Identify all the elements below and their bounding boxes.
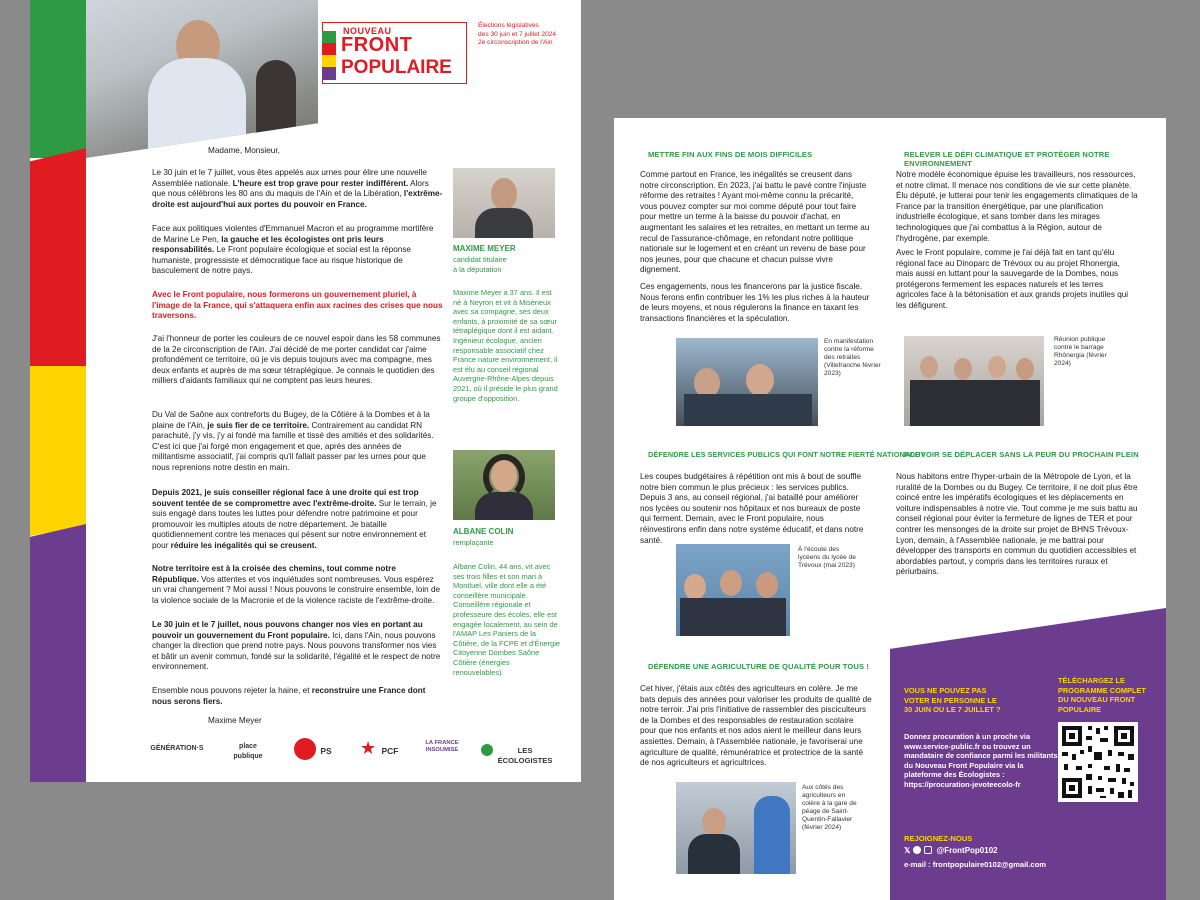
logo-ecologistes-mark: [481, 744, 493, 756]
photo-lycee: [676, 544, 790, 636]
facebook-icon[interactable]: [913, 846, 921, 854]
letter-paragraph-6: [152, 488, 444, 552]
p9-b: reconstruire une France dont nous serons fiers.: [152, 686, 426, 706]
election-line-3: 2e circonscription de l'Ain: [478, 39, 553, 46]
letter-paragraph-1: [152, 168, 444, 210]
section-text-transports: Nous habitons entre l'hyper-urbain de la Métropole de Lyon, et la ruralité de la Dombes ou du Bugey. Ce territoire, il ne doit plus être coincé entre les impératifs écologiques et les déplacements en voiture indispensables à notre vie. Tout comme je me suis battu au conseil régional pour éviter la fermeture de lignes de TER et pour contrer les mensonges de la droite sur projet de BHNS Trévoux-Lyon, demain, à l'Assemblée nationale, je me battrai pour développer des transports en commun du quotidien accessibles et abordables partout, y compris dans les territoires ruraux et périurbains.: [896, 472, 1138, 577]
instagram-icon[interactable]: [924, 846, 932, 854]
section-text-pouvoir-achat: Comme partout en France, les inégalités se creusent dans notre circonscription. En 2023, j'ai battu le pavé contre l'injuste réforme des retraites ! Ayant moi-même connu la précarité, vous pouvez compter sur moi comme député pour tout faire pour mettre un terme à la baisse du pouvoir d'achat, en augmentant les salaires et les retraites, en mettant un terme au recul de l'assurance-chômage, en refondant notre politique nationale sur le logement et en créant un revenu de base pour nos jeunes, pour que chacune et chacun puisse vivre dignement.: [640, 170, 870, 275]
color-band-yellow: [30, 366, 86, 536]
logo-ps-mark: [294, 738, 316, 760]
p8-a: Le 30 juin et le 7 juillet, nous pouvons changer nos vies en portant au pouvoir un gouvernement du Front populaire.: [152, 620, 423, 640]
p5-c: Contrairement au candidat RN parachuté, j'y vis, j'y ai fondé ma famille et tissé des amitiés et des solidarités. C'est ici que j'ai forgé mon engagement et que, après des années de militantisme associatif, j'ai compris qu'il fallait passer par les urnes pour que nous reprenions notre destin en main.: [152, 420, 434, 472]
page-recto: [30, 0, 581, 782]
caption-manifestation: En manifestation contre la réforme des retraites (Villefranche février 2023): [824, 338, 881, 377]
salutation: Madame, Monsieur,: [208, 146, 280, 155]
letter-paragraph-2: [152, 224, 444, 277]
color-band-red: [30, 148, 86, 370]
p9-a: Ensemble nous pouvons rejeter la haine, et: [152, 686, 310, 695]
x-icon[interactable]: 𝕏: [904, 846, 911, 855]
p6-c: réduire les inégalités qui se creusent.: [168, 540, 317, 550]
substitute-photo: [453, 450, 555, 520]
p1-b: L'heure est trop grave pour rester indifférent.: [230, 178, 409, 188]
substitute-bio: Albane Colin, 44 ans, vit avec ses trois filles et son mari à Montluel, ville dont elle a été conseillère municipale. Conseillère régionale et professeure des écoles, elle est engagée localement, au sein de l'AMAP Les Paniers de la Côtière, de la FCPE et d'Énergie Citoyenne Dombes Saône Côtière (énergies renouvelables).: [453, 562, 560, 677]
caption-rhonergia: Réunion publique contre le barrage Rhônergia (février 2024): [1054, 336, 1107, 367]
join-title: REJOIGNEZ-NOUS: [904, 834, 973, 843]
candidate-role-2: à la députation: [453, 265, 502, 274]
section-title-agriculture: DÉFENDRE UNE AGRICULTURE DE QUALITÉ POUR TOUS !: [648, 662, 869, 671]
p7-b: Vos attentes et vos inquiétudes sont nombreuses. Vous espérez un vrai changement ? Moi aussi ! Nous pouvons le construire ensemble, loin de la violence sociale de la Macronie et de la violence raciste de l'extrême-droite.: [152, 574, 441, 605]
contact-email[interactable]: e-mail : frontpopulaire0102@gmail.com: [904, 860, 1047, 869]
qr-code-graphic: [1058, 722, 1138, 802]
signature: Maxime Meyer: [208, 716, 262, 725]
p6-b: Sur le terrain, je suis engagé dans toutes les luttes pour défendre notre patrimoine et pour promouvoir les multiples atouts de notre département. Je bataille quotidiennement contre les menaces qui pèsent sur notre environnement et pour: [152, 498, 437, 550]
logo-generations: GÉNÉRATION·S: [150, 745, 204, 752]
logo-pcf-star: ★: [360, 738, 377, 758]
election-line-1: Élections législatives: [478, 22, 539, 29]
election-info: [478, 22, 578, 48]
letter-paragraph-7: [152, 564, 444, 606]
p5-a: Du Val de Saône aux contreforts du Bugey, de la Côtière à la Dombes et à la plaine de l'Ain,: [152, 410, 430, 430]
section-title-transports: POUVOIR SE DÉPLACER SANS LA PEUR DU PROCHAIN PLEIN: [904, 450, 1139, 459]
candidate-role-1: candidat titulaire: [453, 255, 507, 264]
logo-front: FRONT: [341, 34, 413, 56]
p2-c: Le Front populaire écologique et social est la réponse humaniste, progressiste et démocratique face au risque historique de basculement de notre pays.: [152, 245, 411, 276]
section-title-pouvoir-achat: METTRE FIN AUX FINS DE MOIS DIFFICILES: [648, 150, 813, 159]
section-text-pouvoir-achat-2: Ces engagements, nous les financerons par la justice fiscale. Nous ferons enfin contribuer les 1% les plus riches à la hauteur de leurs moyens, et nous régulerons la finance en taxant les transactions financières et la spéculation.: [640, 282, 870, 323]
logo-nouveau: NOUVEAU: [343, 26, 392, 36]
download-title: TÉLÉCHARGEZ LE PROGRAMME COMPLET DU NOUVEAU FRONT POPULAIRE: [1058, 676, 1146, 714]
candidate-name: MAXIME MEYER: [453, 244, 516, 253]
section-text-climat-2: Avec le Front populaire, comme je l'ai déjà fait en tant qu'élu régional face au Dinoparc de Trévoux ou au projet Rhonergia, mais aussi en luttant pour la sauvegarde de la Dombes, nous protégerons fermement les espaces naturels et les terres agricoles face à la bétonisation et aux grands projets inutiles qui les défigurent.: [896, 248, 1129, 310]
substitute-role: remplaçante: [453, 538, 494, 547]
p6-a: Depuis 2021, je suis conseiller régional face à une droite qui est trop souvent tentée de se compromettre avec l'extrême-droite.: [152, 488, 419, 508]
substitute-name: ALBANE COLIN: [453, 527, 514, 536]
section-text-services-publics: Les coupes budgétaires à répétition ont mis à bout de souffle notre bien commun le plus précieux : les services publics. Depuis 3 ans, au conseil régional, j'ai bataillé pour améliorer nos lycées ou soutenir nos hôpitaux et nos bureaux de poste qui ferment. Demain, avec le Front populaire, nous réinvestirons enfin dans notre système éducatif, et dans notre santé.: [640, 472, 864, 545]
p2-b: la gauche et les écologistes ont pris leurs responsabilités.: [152, 234, 384, 255]
photo-reunion-rhonergia: [904, 336, 1044, 426]
section-text-climat: Notre modèle économique épuise les travailleurs, nos ressources, et notre climat. Il menace nos conditions de vie sur cette planète. Élu député, je lutterai pour tenir les engagements climatiques de la France par la transition énergétique, par une planification industrielle écologique, et sans tomber dans les mirages technologiques que j'ai combattus à la Région, autour de l'hydrogène, par exemple.: [896, 170, 1138, 243]
qr-code[interactable]: [1058, 722, 1138, 802]
section-title-climat: RELEVER LE DÉFI CLIMATIQUE ET PROTÉGER NOTRE ENVIRONNEMENT: [904, 150, 1110, 168]
logo-populaire: POPULAIRE: [341, 57, 452, 78]
caption-lycee: À l'écoute des lycéens du lycée de Trévoux (mai 2023): [798, 546, 856, 569]
vote-title: VOUS NE POUVEZ PAS VOTER EN PERSONNE LE 30 JUIN OU LE 7 JUILLET ?: [904, 686, 1001, 715]
social-handle[interactable]: @FrontPop0102: [936, 846, 998, 855]
p7-a: Notre territoire est à la croisée des chemins, tout comme notre République.: [152, 564, 396, 584]
social-row: [904, 846, 998, 856]
logo-place-publique: place publique: [233, 743, 263, 760]
color-band-green: [30, 0, 86, 158]
section-text-agriculture: Cet hiver, j'étais aux côtés des agriculteurs en colère. Je me bats depuis des années pour valoriser les produits de qualité de notre terroir. J'ai pris l'initiative de rassembler des pisciculteurs de la Dombes et des responsables de restauration scolaire pour que nos enfants et nos ados aient le meilleur dans leurs assiettes. Demain, à l'Assemblée nationale, je favoriserai une agriculture de qualité, rémunératrice et protectrice de la santé de nos agriculteurs et agricultrices.: [640, 684, 872, 768]
election-line-2: des 30 juin et 7 juillet 2024: [478, 30, 557, 38]
logo-pcf: PCF: [381, 746, 399, 756]
letter-highlight: Avec le Front populaire, nous formerons un gouvernement pluriel, à l'image de la France, qui s'attaquera enfin aux racines des crises que nous traversons.: [152, 290, 443, 321]
candidate-bio: Maxime Meyer a 37 ans. Il est né à Neyron et vit à Misérieux avec sa compagne, ses deux enfants, à proximité de sa sœur tétraplégique dont il est aidant. Ingénieur écologue, ancien responsable associatif chez France nature environnement, il est élu au conseil régional Auvergne-Rhône-Alpes depuis 2021, où il préside le plus grand groupe d'opposition.: [453, 288, 558, 403]
letter-paragraph-4: J'ai l'honneur de porter les couleurs de ce nouvel espoir dans les 58 communes de la 2e circonscription de l'Ain. J'ai décidé de me porter candidat car j'aime profondément ce territoire, où je vis depuis toujours avec ma compagne, mes deux enfants et auprès de ma sœur tétraplégique. Je connais le quotidien des milliers d'aidants familiaux qui ne comptent pas leurs heures.: [152, 334, 441, 386]
p1-d: l'extrême-droite est aujourd'hui aux portes du pouvoir en France.: [152, 189, 443, 209]
candidate-photo: [453, 168, 555, 238]
p2-a: Face aux politiques violentes d'Emmanuel Macron et au programme mortifère de Marine Le Pen,: [152, 224, 434, 244]
photo-manifestation: [676, 338, 818, 426]
p8-b: Ici, dans l'Ain, nous pouvons changer la direction que prend notre pays. Nous pouvons transformer nos vies et bâtir un avenir commun, fondé sur la solidarité, l'égalité et le respect de notre environnement.: [152, 630, 441, 672]
caption-agriculteurs: Aux côtés des agriculteurs en colère à la gare de péage de Saint-Quentin-Fallavier (février 2024): [802, 784, 857, 831]
logo-ps: PS: [320, 746, 332, 756]
p5-b: je suis fier de ce territoire.: [205, 420, 310, 430]
p1-a: Le 30 juin et le 7 juillet, vous êtes appelés aux urnes pour élire une nouvelle Assemblée nationale.: [152, 168, 427, 188]
color-band-purple: [30, 524, 86, 782]
letter-paragraph-8: [152, 620, 444, 673]
p1-c: Alors que nous célébrons les 80 ans du maquis de l'Ain et de la Libération,: [152, 178, 429, 199]
letter-paragraph-9: [152, 686, 444, 707]
nfp-logo: [322, 22, 467, 84]
vote-text: Donnez procuration à un proche via www.service-public.fr ou trouvez un mandataire de confiance parmi les militants du Nouveau Front Populaire via la plateforme des Écologistes : https://procuration-jevoteecolo-fr: [904, 732, 1058, 789]
header-photo: [86, 0, 318, 158]
letter-paragraph-5: [152, 410, 444, 474]
section-title-services-publics: DÉFENDRE LES SERVICES PUBLICS QUI FONT NOTRE FIERTÉ NATIONALE !: [648, 450, 925, 459]
photo-agriculteurs: [676, 782, 796, 874]
page-verso: [614, 118, 1166, 900]
logo-ecologistes: LES ÉCOLOGISTES: [497, 746, 553, 765]
logo-lfi: LA FRANCE INSOUMISE: [425, 740, 459, 753]
